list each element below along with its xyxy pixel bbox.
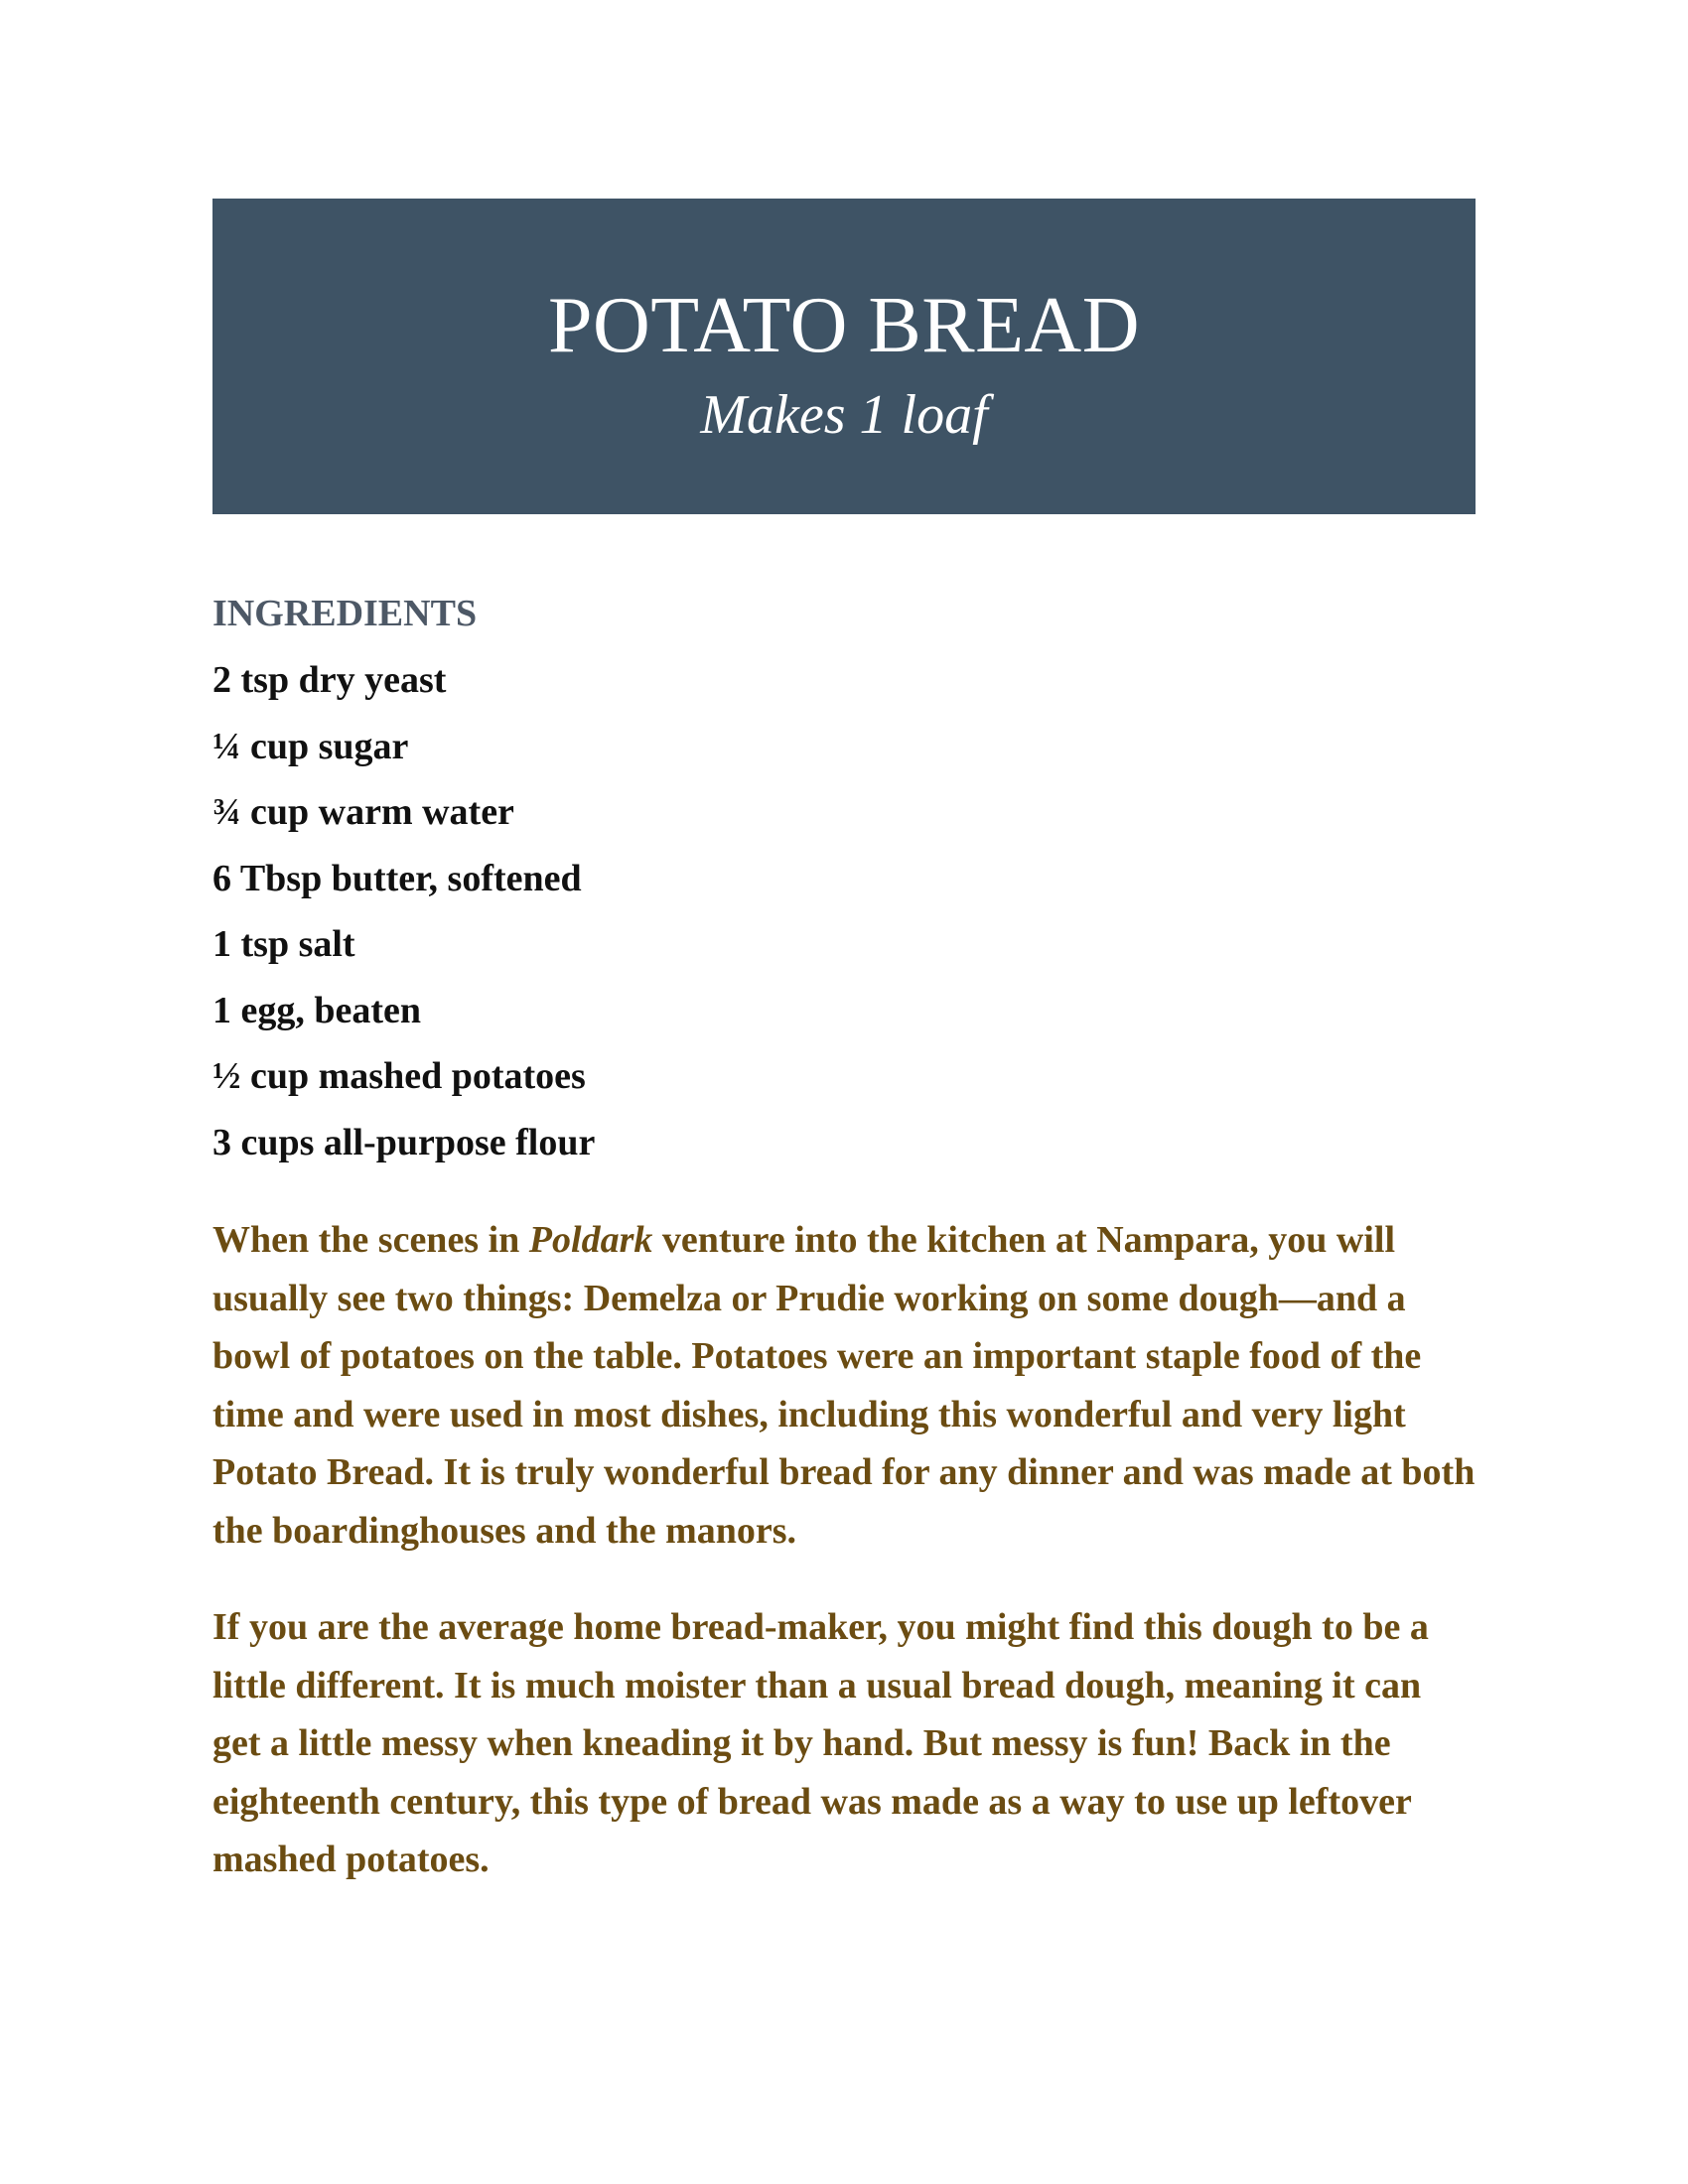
ingredients-heading: INGREDIENTS xyxy=(212,593,478,634)
ingredient-item: 2 tsp dry yeast xyxy=(212,659,447,701)
ingredient-item: ¾ cup warm water xyxy=(212,791,514,833)
recipe-yield: Makes 1 loaf xyxy=(700,384,988,446)
ingredients-list xyxy=(212,647,1476,1175)
story-paragraph-1 xyxy=(212,1211,1476,1560)
ingredient-item: ¼ cup sugar xyxy=(212,725,409,767)
story-text: venture into the kitchen at Nampara, you will usually see two things: Demelza or Prudie working on some dough—and a bowl of potatoes on the table. Potatoes were an important staple food of the time and were used in most dishes, including this wonderful and very light Potato Bread. It is truly wonderful bread for any dinner and was made at both the boardinghouses and the manors. xyxy=(212,1219,1476,1552)
ingredient-item: 3 cups all-purpose flour xyxy=(212,1121,596,1163)
story-text: When the scenes in xyxy=(212,1219,529,1261)
ingredient-item: 6 Tbsp butter, softened xyxy=(212,857,582,899)
title-banner xyxy=(212,199,1476,514)
show-title: Poldark xyxy=(528,1219,653,1261)
story-paragraph-2: If you are the average home bread-maker, you might find this dough to be a little different. It is much moister than a usual bread dough, meaning it can get a little messy when kneading it by hand. But messy is fun! Back in the eighteenth century, this type of bread was made as a way to use up leftover mashed potatoes. xyxy=(212,1606,1429,1880)
recipe-title: POTATO BREAD xyxy=(548,282,1140,369)
ingredient-item: ½ cup mashed potatoes xyxy=(212,1055,586,1097)
ingredient-item: 1 egg, beaten xyxy=(212,989,422,1031)
ingredients-section xyxy=(212,592,1476,1175)
ingredient-item: 1 tsp salt xyxy=(212,923,355,965)
